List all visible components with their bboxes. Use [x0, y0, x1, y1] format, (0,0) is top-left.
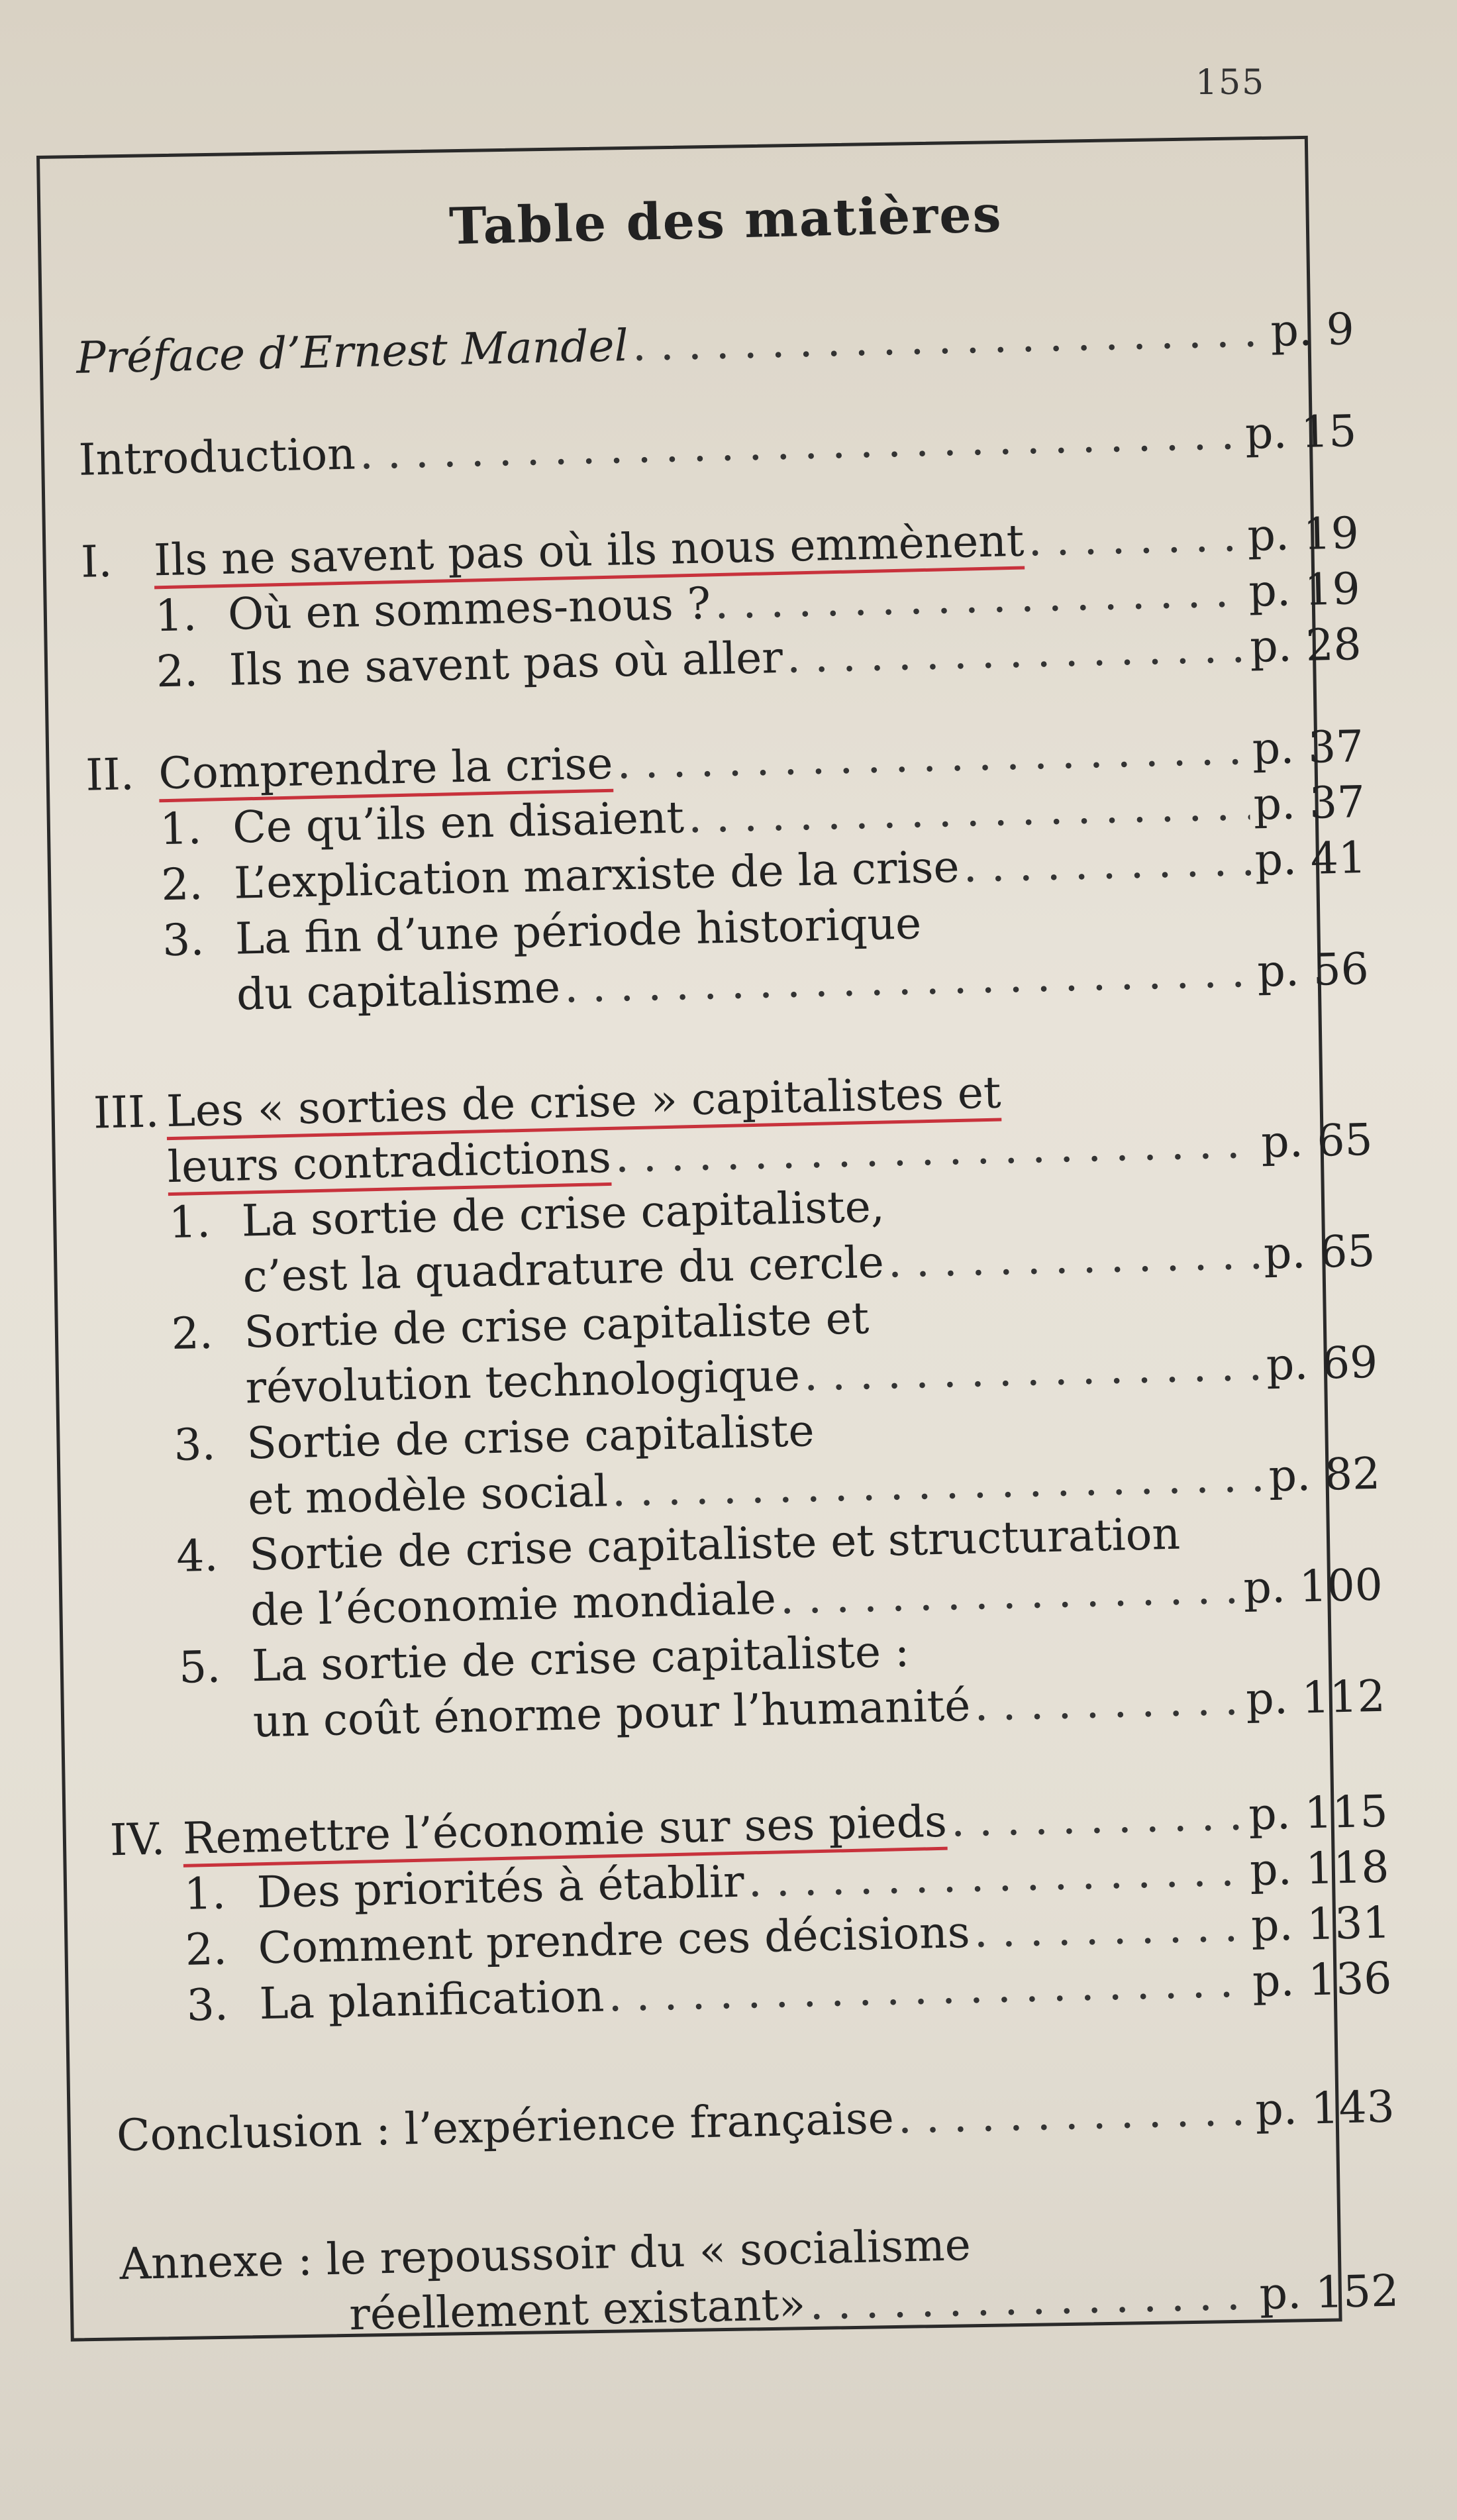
entry-page: p. 152: [1258, 2265, 1399, 2320]
dot-leader: [1027, 508, 1244, 568]
subentry-label: révolution technologique: [244, 1349, 801, 1414]
subentry-label: et modèle social: [247, 1465, 609, 1525]
entry-page: p. 37: [1251, 721, 1364, 774]
chapter-number: I.: [80, 535, 113, 588]
subentry-label: Ils ne savent pas où aller: [228, 631, 783, 696]
subentry-label: un coût énorme pour l’humanité: [252, 1679, 972, 1748]
subentry-label: Des priorités à établir: [256, 1856, 745, 1918]
subentry-number: 5.: [178, 1641, 221, 1693]
entry-label: réellement existant»: [348, 2278, 807, 2340]
entry-page: p. 118: [1249, 1841, 1390, 1896]
subentry-number: 2.: [156, 645, 199, 698]
subentry-label: La sortie de crise capitaliste :: [251, 1625, 910, 1692]
page-number: 155: [1195, 63, 1266, 103]
dot-leader: [962, 833, 1251, 895]
entry-page: p. 65: [1260, 1114, 1374, 1168]
entry-page: p. 19: [1246, 507, 1360, 561]
dot-leader: [779, 1561, 1240, 1627]
dot-leader: [897, 2082, 1252, 2146]
dot-leader: [887, 1226, 1260, 1290]
subentry-label: La planification: [258, 1970, 605, 2030]
subentry-number: 1.: [159, 802, 203, 855]
subentry-label: La fin d’une période historique: [234, 898, 922, 965]
entry-page: p. 136: [1252, 1952, 1393, 2007]
entry-page: p. 112: [1245, 1670, 1386, 1725]
dot-leader: [809, 2266, 1256, 2332]
entry-label: Conclusion : l’expérience française: [116, 2092, 895, 2162]
entry-page: p. 131: [1250, 1897, 1391, 1952]
chapter-title: Ils ne savent pas où ils nous emmènent: [153, 515, 1025, 586]
subentry-number: 1.: [154, 589, 197, 642]
subentry-label: Sortie de crise capitaliste et: [243, 1292, 870, 1358]
subentry-number: 3.: [173, 1418, 217, 1471]
entry-page: p. 28: [1249, 619, 1362, 672]
entry-page: p. 143: [1254, 2081, 1395, 2136]
entry-page: p. 115: [1248, 1785, 1389, 1840]
entry-page: p. 56: [1256, 943, 1370, 997]
subentry-number: 1.: [168, 1196, 211, 1249]
entry-label: Préface d’Ernest Mandel: [75, 320, 629, 384]
subentry-number: 1.: [183, 1867, 226, 1920]
dot-leader: [803, 1338, 1263, 1404]
entry-label: Introduction: [77, 428, 356, 486]
entry-page: p. 41: [1254, 831, 1367, 886]
subentry-label: Où en sommes-nous ?: [227, 578, 711, 640]
subentry-number: 4.: [176, 1530, 219, 1582]
subentry-label: du capitalisme: [236, 961, 561, 1020]
subentry-label: Comment prendre ces décisions: [257, 1906, 971, 1974]
subentry-number: 2.: [184, 1923, 228, 1975]
subentry-label: La sortie de crise capitaliste,: [240, 1181, 885, 1247]
entry-page: p. 82: [1268, 1447, 1381, 1502]
chapter-title: Comprendre la crise: [158, 737, 614, 800]
chapter-title: leurs contradictions: [167, 1131, 612, 1193]
chapter-number: III.: [93, 1086, 160, 1139]
entry-label: Annexe : le repoussoir du « socialisme: [119, 2219, 972, 2290]
entry-page: p. 15: [1244, 405, 1358, 459]
chapter-number: IV.: [109, 1813, 166, 1866]
dot-leader: [974, 1898, 1248, 1960]
entry-page: p. 100: [1242, 1559, 1383, 1614]
entry-page: p. 37: [1252, 776, 1366, 830]
subentry-label: Ce qu’ils en disaient: [232, 792, 685, 853]
subentry-number: 2.: [160, 858, 204, 911]
entry-page: p. 65: [1263, 1225, 1376, 1279]
subentry-label: Sortie de crise capitaliste et structuration: [248, 1508, 1181, 1581]
chapter-title: Remettre l’économie sur ses pieds: [182, 1795, 948, 1864]
subentry-label: L’explication marxiste de la crise: [233, 841, 960, 909]
subentry-number: 3.: [162, 914, 205, 967]
subentry-number: 2.: [170, 1307, 214, 1360]
table-of-contents: [73, 176, 1399, 2348]
entry-page: p. 9: [1270, 303, 1355, 357]
chapter-title: Les « sorties de crise » capitalistes et: [166, 1067, 1002, 1137]
entry-page: p. 69: [1266, 1336, 1378, 1391]
chapter-number: II.: [85, 749, 135, 801]
subentry-number: 3.: [185, 1979, 229, 2031]
subentry-label: Sortie de crise capitaliste: [246, 1405, 815, 1469]
dot-leader: [950, 1787, 1246, 1849]
entry-page: p. 19: [1248, 563, 1361, 617]
dot-leader: [974, 1672, 1242, 1734]
subentry-label: c’est la quadrature du cercle: [242, 1236, 885, 1302]
toc-title: Table des matières: [448, 184, 1003, 256]
dot-leader: [786, 619, 1247, 686]
subentry-label: de l’économie mondiale: [250, 1573, 777, 1636]
